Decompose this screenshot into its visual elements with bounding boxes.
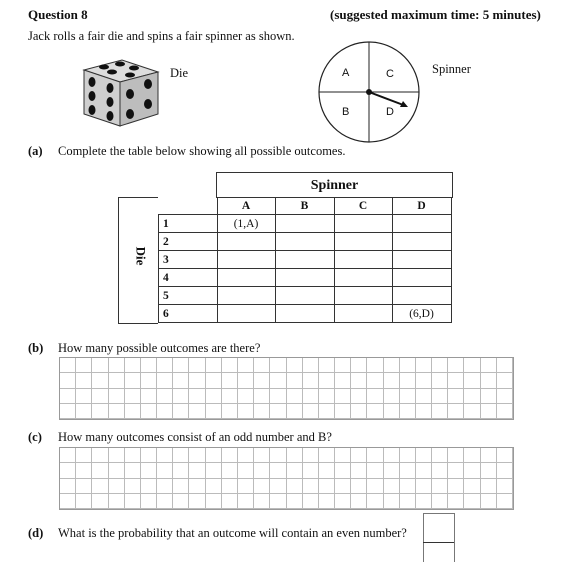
grid-square	[497, 494, 513, 509]
grid-square	[109, 358, 125, 373]
grid-square	[189, 479, 205, 494]
grid-square	[303, 494, 319, 509]
grid-square	[464, 463, 480, 478]
grid-square	[76, 463, 92, 478]
grid-square	[287, 494, 303, 509]
grid-square	[141, 479, 157, 494]
grid-square	[270, 448, 286, 463]
part-d	[28, 526, 407, 541]
grid-square	[173, 494, 189, 509]
grid-square	[448, 389, 464, 404]
grid-square	[109, 389, 125, 404]
grid-square	[497, 479, 513, 494]
grid-square	[287, 373, 303, 388]
grid-square	[367, 494, 383, 509]
cell-3-d[interactable]	[392, 251, 451, 269]
column-header: D	[392, 198, 451, 215]
grid-square	[432, 463, 448, 478]
spinner-label: Spinner	[432, 62, 471, 76]
grid-square	[464, 373, 480, 388]
grid-square	[287, 448, 303, 463]
grid-square	[270, 404, 286, 419]
cell-4-d[interactable]	[392, 269, 451, 287]
grid-square	[384, 373, 400, 388]
suggested-time: (suggested maximum time: 5 minutes)	[330, 7, 541, 22]
spinner-header: Spinner	[216, 172, 453, 198]
grid-square	[319, 494, 335, 509]
grid-square	[60, 404, 76, 419]
grid-square	[206, 373, 222, 388]
cell-3-a[interactable]	[217, 251, 275, 269]
grid-square	[367, 389, 383, 404]
grid-square	[270, 389, 286, 404]
grid-square	[141, 358, 157, 373]
table-header-row	[159, 198, 452, 215]
grid-square	[416, 448, 432, 463]
spinner-section-d: D	[386, 106, 394, 118]
grid-square	[464, 404, 480, 419]
cell-1-c[interactable]	[334, 215, 392, 233]
grid-square	[189, 494, 205, 509]
grid-square	[238, 358, 254, 373]
grid-square	[60, 358, 76, 373]
grid-square	[481, 389, 497, 404]
answer-grid-b[interactable]	[59, 357, 514, 420]
grid-square	[367, 463, 383, 478]
grid-square	[400, 448, 416, 463]
part-d-text: What is the probability that an outcome will contain an even number?	[58, 526, 407, 540]
grid-square	[351, 463, 367, 478]
grid-square	[432, 479, 448, 494]
grid-square	[432, 448, 448, 463]
cell-5-d[interactable]	[392, 287, 451, 305]
grid-square	[125, 448, 141, 463]
cell-2-c[interactable]	[334, 233, 392, 251]
grid-square	[173, 463, 189, 478]
grid-square	[157, 494, 173, 509]
grid-square	[400, 463, 416, 478]
grid-square	[60, 373, 76, 388]
grid-square	[254, 373, 270, 388]
grid-square	[109, 479, 125, 494]
grid-square	[157, 448, 173, 463]
row-header: 3	[159, 251, 218, 269]
grid-square	[464, 448, 480, 463]
grid-square	[400, 494, 416, 509]
grid-square	[351, 373, 367, 388]
grid-square	[303, 389, 319, 404]
fraction-line	[423, 542, 454, 543]
grid-square	[481, 448, 497, 463]
grid-square	[367, 404, 383, 419]
grid-square	[319, 373, 335, 388]
grid-square	[481, 358, 497, 373]
grid-square	[222, 494, 238, 509]
part-c	[28, 430, 332, 445]
spinner-section-a: A	[342, 67, 350, 79]
question-title: Question 8	[28, 7, 88, 22]
grid-square	[464, 479, 480, 494]
grid-square	[189, 448, 205, 463]
grid-square	[464, 494, 480, 509]
grid-square	[481, 494, 497, 509]
grid-square	[432, 404, 448, 419]
grid-square	[303, 373, 319, 388]
grid-square	[448, 463, 464, 478]
grid-square	[76, 479, 92, 494]
grid-square	[335, 463, 351, 478]
grid-square	[351, 389, 367, 404]
grid-square	[287, 389, 303, 404]
grid-square	[206, 448, 222, 463]
grid-square	[497, 373, 513, 388]
grid-square	[497, 358, 513, 373]
grid-square	[157, 389, 173, 404]
grid-square	[206, 494, 222, 509]
outcomes-table	[158, 197, 452, 323]
grid-square	[270, 463, 286, 478]
grid-square	[157, 404, 173, 419]
grid-square	[238, 389, 254, 404]
grid-square	[497, 389, 513, 404]
grid-square	[335, 448, 351, 463]
cell-1-b[interactable]	[275, 215, 334, 233]
table-row	[159, 215, 452, 233]
grid-square	[125, 389, 141, 404]
grid-square	[416, 373, 432, 388]
grid-square	[92, 463, 108, 478]
grid-square	[60, 494, 76, 509]
grid-square	[173, 389, 189, 404]
grid-square	[189, 404, 205, 419]
grid-square	[254, 358, 270, 373]
grid-square	[270, 373, 286, 388]
grid-square	[125, 358, 141, 373]
grid-square	[76, 494, 92, 509]
die-header: Die	[133, 246, 149, 266]
part-c-text: How many outcomes consist of an odd number and B?	[58, 430, 332, 444]
grid-square	[351, 358, 367, 373]
grid-square	[367, 358, 383, 373]
spinner-icon	[318, 40, 422, 144]
grid-square	[335, 358, 351, 373]
row-header: 4	[159, 269, 218, 287]
grid-square	[319, 463, 335, 478]
grid-square	[238, 479, 254, 494]
row-header: 2	[159, 233, 218, 251]
grid-square	[335, 389, 351, 404]
cell-3-c[interactable]	[334, 251, 392, 269]
grid-square	[254, 389, 270, 404]
grid-square	[481, 373, 497, 388]
grid-square	[400, 404, 416, 419]
grid-square	[189, 358, 205, 373]
grid-square	[384, 479, 400, 494]
grid-square	[303, 358, 319, 373]
grid-square	[319, 358, 335, 373]
grid-square	[92, 479, 108, 494]
grid-square	[464, 389, 480, 404]
grid-square	[206, 479, 222, 494]
grid-square	[270, 479, 286, 494]
grid-square	[351, 448, 367, 463]
grid-square	[481, 463, 497, 478]
cell-2-a[interactable]	[217, 233, 275, 251]
part-b-text: How many possible outcomes are there?	[58, 341, 261, 355]
grid-square	[125, 463, 141, 478]
grid-square	[141, 389, 157, 404]
grid-square	[432, 358, 448, 373]
part-b-label: (b)	[28, 341, 44, 355]
grid-square	[173, 373, 189, 388]
grid-square	[173, 358, 189, 373]
grid-square	[254, 479, 270, 494]
grid-square	[238, 373, 254, 388]
part-a-label: (a)	[28, 144, 43, 158]
grid-square	[416, 479, 432, 494]
grid-square	[141, 463, 157, 478]
grid-square	[76, 389, 92, 404]
grid-square	[157, 358, 173, 373]
grid-square	[319, 479, 335, 494]
table-row	[159, 287, 452, 305]
grid-square	[416, 463, 432, 478]
grid-square	[141, 404, 157, 419]
cell-6-c[interactable]	[334, 305, 392, 323]
grid-square	[254, 463, 270, 478]
cell-3-b[interactable]	[275, 251, 334, 269]
grid-square	[92, 389, 108, 404]
table-row	[159, 269, 452, 287]
grid-square	[92, 358, 108, 373]
grid-square	[60, 479, 76, 494]
grid-square	[254, 494, 270, 509]
row-header: 5	[159, 287, 218, 305]
row-header: 6	[159, 305, 218, 323]
grid-square	[335, 373, 351, 388]
grid-square	[319, 448, 335, 463]
grid-square	[432, 389, 448, 404]
grid-square	[319, 389, 335, 404]
grid-square	[335, 494, 351, 509]
grid-square	[448, 479, 464, 494]
grid-square	[109, 404, 125, 419]
grid-square	[189, 373, 205, 388]
corner-cell	[159, 198, 218, 215]
grid-square	[497, 404, 513, 419]
die-header-cell	[118, 197, 158, 324]
grid-square	[141, 448, 157, 463]
grid-square	[141, 373, 157, 388]
grid-square	[270, 358, 286, 373]
cell-6-a[interactable]	[217, 305, 275, 323]
grid-square	[432, 494, 448, 509]
grid-square	[270, 494, 286, 509]
grid-square	[497, 463, 513, 478]
grid-square	[416, 404, 432, 419]
grid-square	[416, 358, 432, 373]
grid-square	[125, 479, 141, 494]
grid-square	[222, 404, 238, 419]
grid-square	[287, 404, 303, 419]
cell-5-a[interactable]	[217, 287, 275, 305]
grid-square	[351, 494, 367, 509]
grid-square	[432, 373, 448, 388]
spinner-section-b: B	[342, 106, 350, 118]
row-header: 1	[159, 215, 218, 233]
grid-square	[254, 404, 270, 419]
grid-square	[400, 373, 416, 388]
grid-square	[222, 373, 238, 388]
part-d-label: (d)	[28, 526, 44, 540]
grid-square	[384, 448, 400, 463]
grid-square	[400, 479, 416, 494]
grid-square	[222, 389, 238, 404]
column-header: A	[217, 198, 275, 215]
answer-grid-c[interactable]	[59, 447, 514, 510]
column-header: B	[275, 198, 334, 215]
spinner-section-c: C	[386, 68, 394, 80]
grid-square	[92, 494, 108, 509]
cell-6-b[interactable]	[275, 305, 334, 323]
grid-square	[448, 373, 464, 388]
cell-4-c[interactable]	[334, 269, 392, 287]
grid-square	[238, 494, 254, 509]
grid-square	[335, 479, 351, 494]
grid-square	[335, 404, 351, 419]
grid-square	[173, 479, 189, 494]
grid-square	[60, 448, 76, 463]
cell-1-d[interactable]	[392, 215, 451, 233]
grid-square	[125, 494, 141, 509]
grid-square	[303, 404, 319, 419]
grid-square	[384, 358, 400, 373]
cell-2-d[interactable]	[392, 233, 451, 251]
grid-square	[367, 373, 383, 388]
cell-5-c[interactable]	[334, 287, 392, 305]
grid-square	[448, 494, 464, 509]
grid-square	[222, 358, 238, 373]
grid-square	[238, 448, 254, 463]
grid-square	[109, 373, 125, 388]
grid-square	[157, 479, 173, 494]
grid-square	[384, 494, 400, 509]
cell-1-a[interactable]: (1,A)	[217, 215, 275, 233]
grid-square	[367, 479, 383, 494]
grid-square	[76, 448, 92, 463]
grid-square	[448, 448, 464, 463]
die-icon	[72, 58, 162, 130]
grid-square	[416, 494, 432, 509]
grid-square	[109, 448, 125, 463]
table-row	[159, 251, 452, 269]
grid-square	[287, 358, 303, 373]
grid-square	[157, 463, 173, 478]
column-header: C	[334, 198, 392, 215]
grid-square	[287, 463, 303, 478]
grid-square	[173, 404, 189, 419]
grid-square	[206, 358, 222, 373]
grid-square	[400, 358, 416, 373]
cell-2-b[interactable]	[275, 233, 334, 251]
grid-square	[173, 448, 189, 463]
fraction-answer-box[interactable]	[423, 513, 455, 562]
part-c-label: (c)	[28, 430, 42, 444]
grid-square	[76, 373, 92, 388]
part-a-text: Complete the table below showing all possible outcomes.	[58, 144, 346, 158]
table-row	[159, 233, 452, 251]
grid-square	[254, 448, 270, 463]
grid-square	[60, 463, 76, 478]
grid-square	[416, 389, 432, 404]
grid-square	[367, 448, 383, 463]
cell-6-d[interactable]: (6,D)	[392, 305, 451, 323]
grid-square	[481, 404, 497, 419]
grid-square	[76, 358, 92, 373]
grid-square	[497, 448, 513, 463]
grid-square	[481, 479, 497, 494]
grid-square	[222, 448, 238, 463]
cell-5-b[interactable]	[275, 287, 334, 305]
grid-square	[351, 479, 367, 494]
grid-square	[319, 404, 335, 419]
grid-square	[448, 358, 464, 373]
grid-square	[384, 404, 400, 419]
grid-square	[303, 463, 319, 478]
grid-square	[287, 479, 303, 494]
grid-square	[189, 389, 205, 404]
grid-square	[60, 389, 76, 404]
grid-square	[222, 479, 238, 494]
grid-square	[238, 404, 254, 419]
grid-square	[141, 494, 157, 509]
die-label: Die	[170, 66, 189, 80]
grid-square	[92, 373, 108, 388]
grid-square	[222, 463, 238, 478]
grid-square	[448, 404, 464, 419]
grid-square	[464, 358, 480, 373]
grid-square	[238, 463, 254, 478]
grid-square	[92, 448, 108, 463]
grid-square	[400, 389, 416, 404]
grid-square	[384, 463, 400, 478]
grid-square	[351, 404, 367, 419]
cell-4-a[interactable]	[217, 269, 275, 287]
grid-square	[109, 494, 125, 509]
table-row	[159, 305, 452, 323]
grid-square	[76, 404, 92, 419]
grid-square	[206, 463, 222, 478]
grid-square	[189, 463, 205, 478]
grid-square	[125, 404, 141, 419]
part-b	[28, 341, 260, 356]
grid-square	[384, 389, 400, 404]
grid-square	[125, 373, 141, 388]
question-intro: Jack rolls a fair die and spins a fair spinner as shown.	[28, 29, 295, 43]
grid-square	[157, 373, 173, 388]
grid-square	[303, 479, 319, 494]
cell-4-b[interactable]	[275, 269, 334, 287]
grid-square	[92, 404, 108, 419]
grid-square	[303, 448, 319, 463]
grid-square	[109, 463, 125, 478]
grid-square	[206, 404, 222, 419]
grid-square	[206, 389, 222, 404]
part-a	[28, 144, 345, 159]
